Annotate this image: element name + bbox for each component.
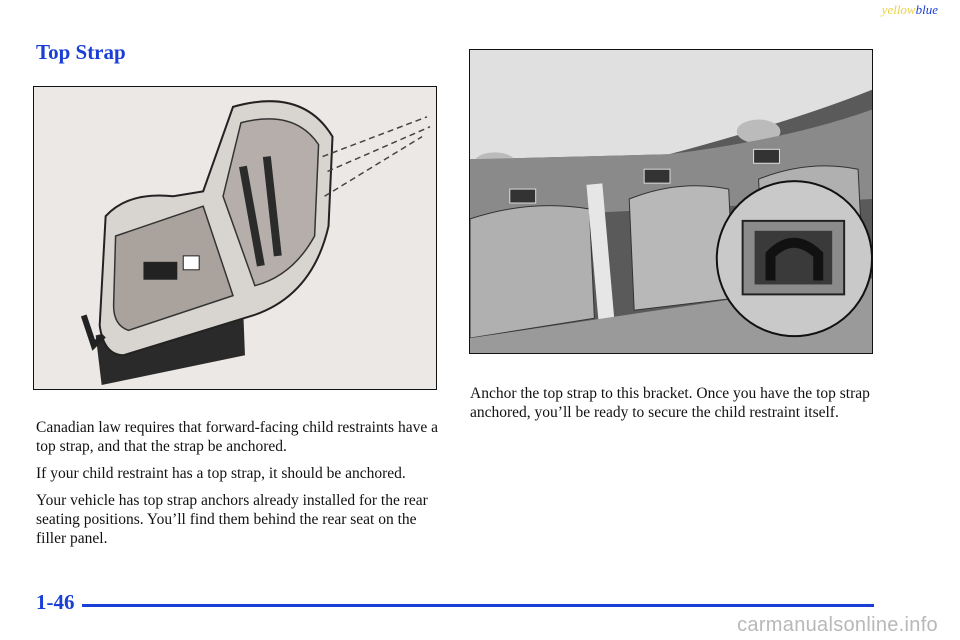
header-mark-blue: blue xyxy=(915,2,938,17)
section-title: Top Strap xyxy=(36,40,126,64)
paragraph-anchor-instructions: Anchor the top strap to this bracket. Once you have the top strap anchored, you’ll be ready to secure the child restraint itself. xyxy=(470,385,870,421)
paragraph-canadian-law: Canadian law requires that forward-facing child restraints have a top strap, and that the strap be anchored. xyxy=(36,419,438,455)
footer-divider xyxy=(82,604,874,607)
left-text-column xyxy=(36,418,446,556)
header-color-mark xyxy=(882,2,938,18)
watermark: carmanualsonline.info xyxy=(737,614,938,636)
header-mark-yellow: yellow xyxy=(881,2,916,17)
page-number: 1-46 xyxy=(36,590,75,614)
rear-shelf-anchor-illustration xyxy=(469,49,873,354)
child-seat-illustration xyxy=(33,86,437,390)
paragraph-anchor-location: Your vehicle has top strap anchors already installed for the rear seating positions. You’ll find them behind the rear seat on the filler panel. xyxy=(36,492,428,547)
paragraph-should-be-anchored: If your child restraint has a top strap, it should be anchored. xyxy=(36,465,406,482)
